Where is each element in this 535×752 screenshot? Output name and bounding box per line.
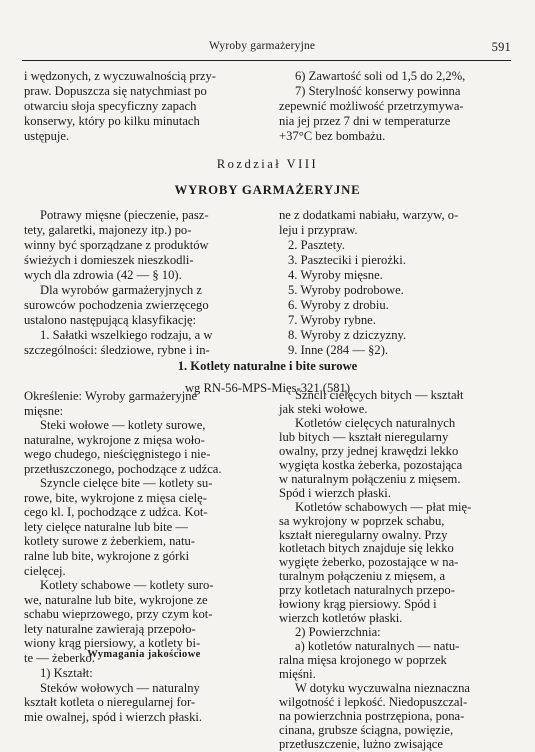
- text-line: 7) Sterylność konserwy powinna: [295, 84, 461, 98]
- text-line: kształt kotleta o nieregularnej for-: [24, 695, 196, 710]
- text-line: cinana, grubsze ściągna, powięzie,: [279, 722, 454, 737]
- text-line: Steków wołowych — naturalny: [40, 680, 200, 695]
- text-line: ustępuje.: [24, 129, 70, 143]
- text-line: we, naturalne lub bite, wykrojone ze: [24, 592, 208, 607]
- text-line: cego kl. I, pochodzące z udźca. Kot-: [24, 505, 208, 520]
- chapter-label: Rozdział VIII: [216, 157, 319, 171]
- text-line: +37°C bez bombażu.: [279, 129, 386, 143]
- text-line: Kotletów schabowych — płat mię-: [295, 499, 472, 514]
- top-right-column: [279, 69, 512, 144]
- text-line: ne z dodatkami nabiału, warzyw, o-: [279, 208, 459, 222]
- text-line: wiony krąg piersiowy, a kotlety bi-: [24, 636, 201, 651]
- list-item: 9. Inne (284 — §2).: [288, 343, 389, 357]
- text-line: lub bitych — kształt nieregularny: [279, 429, 449, 444]
- text-line: i wędzonych, z wyczuwalnością przy-: [24, 69, 216, 83]
- text-line: świeżych i domieszek nieszkodli-: [24, 253, 194, 267]
- text-line: zepewnić możliwość przetrzymywa-: [279, 99, 464, 113]
- list-item: 6. Wyroby z drobiu.: [288, 298, 389, 312]
- intro-left-column: [24, 208, 264, 358]
- text-line: wych dla zdrowia (42 — § 10).: [24, 268, 182, 282]
- text-line: Dla wyrobów garmażeryjnych z: [40, 283, 202, 297]
- text-line: otwarciu słoja specyficzny zapach: [24, 99, 197, 113]
- text-line: sa wykrojony w poprzek schabu,: [279, 513, 445, 528]
- text-line: w naturalnym połączeniu z mięsem.: [279, 471, 461, 486]
- text-line: na powierzchnia postrzępiona, pona-: [279, 708, 465, 723]
- text-line: szczególności: śledziowe, rybne i in-: [24, 343, 210, 357]
- text-line: Określenie: Wyroby garmażeryjne: [24, 389, 198, 403]
- text-line: 6) Zawartość soli od 1,5 do 2,2%,: [295, 69, 466, 83]
- text-line: leju i przypraw.: [279, 223, 358, 237]
- text-line: winny być sporządzane z produktów: [24, 238, 209, 252]
- text-line: kotlety surowe z żeberkiem, natu-: [24, 534, 195, 549]
- list-item: 5. Wyroby podrobowe.: [288, 283, 404, 297]
- text-line: naturalne, wykrojone z mięsa woło-: [24, 432, 205, 447]
- chapter-title: WYROBY GARMAŻERYJNE: [174, 183, 361, 197]
- header-rule: [22, 60, 511, 61]
- body-right-column: [279, 389, 512, 752]
- text-line: schabu wieprzowego, przy czym kot-: [24, 607, 213, 622]
- text-line: Steki wołowe — kotlety surowe,: [40, 418, 206, 433]
- text-line: ustalono następującą klasyfikację:: [24, 313, 197, 327]
- text-line: te — żeberko.: [24, 650, 95, 665]
- list-item: 2. Pasztety.: [288, 238, 345, 252]
- text-line: rowe, bite, wykrojone z mięsa cielę-: [24, 490, 207, 505]
- text-line: 2) Powierzchnia:: [295, 625, 381, 640]
- text-line: mie owalnej, spód i wierzch płaski.: [24, 709, 203, 724]
- requirements-heading: Wymagania jakościowe: [87, 649, 201, 660]
- text-line: mięśni.: [279, 667, 316, 682]
- page-number: 591: [491, 40, 511, 54]
- text-line: kotletach bitych znajduje się lekko: [279, 541, 454, 556]
- text-line: Kotletów cielęcych naturalnych: [295, 415, 456, 430]
- text-line: Kotlety schabowe — kotlety suro-: [40, 578, 214, 593]
- text-line: wego chudego, nieścięgnistego i nie-: [24, 447, 211, 462]
- text-line: W dotyku wyczuwalna nieznaczna: [295, 681, 470, 696]
- text-line: Szyncle cielęce bite — kotlety su-: [40, 476, 213, 491]
- text-line: lety naturalne zawierają przepoło-: [24, 621, 196, 636]
- top-left-column: [24, 69, 264, 144]
- text-line: praw. Dopuszcza się natychmiast po: [24, 84, 207, 98]
- text-line: mięsne:: [24, 403, 64, 418]
- text-line: wierzch kotletów płaski.: [279, 611, 403, 626]
- text-line: wygięta kostka żeberka, pozostająca: [279, 457, 463, 472]
- text-line: turalnym połączeniu z mięsem, a: [279, 569, 446, 584]
- body-left-column: [24, 389, 264, 665]
- text-line: ralna mięsa krojonego w poprzek: [279, 653, 447, 668]
- intro-right-column: [279, 208, 512, 358]
- text-line: Spód i wierzch płaski.: [279, 485, 391, 500]
- text-line: wilgotność i lepkość. Niedopuszczal-: [279, 694, 468, 709]
- text-line: lety cielęce naturalne lub bite —: [24, 519, 188, 534]
- classification-list: [279, 238, 512, 358]
- text-line: konserwy, który po kilku minutach: [24, 114, 200, 128]
- list-item: 8. Wyroby z dziczyzny.: [288, 328, 407, 342]
- text-line: kształt nieregularny owalny. Przy: [279, 527, 448, 542]
- list-item: 7. Wyroby rybne.: [288, 313, 376, 327]
- list-item: 3. Paszteciki i pierożki.: [288, 253, 406, 267]
- text-line: 1) Kształt:: [40, 666, 93, 680]
- text-line: przy kotletach naturalnych przepo-: [279, 583, 455, 598]
- section-title: 1. Kotlety naturalne i bite surowe: [177, 359, 358, 373]
- text-line: a) kotletów naturalnych — natu-: [295, 639, 460, 654]
- body-left-after: [24, 666, 264, 724]
- list-item: 4. Wyroby mięsne.: [288, 268, 383, 282]
- running-title: Wyroby garmażeryjne: [209, 40, 316, 52]
- section-standard: wg RN-56-MPS-Mięs-321 (581): [184, 381, 351, 395]
- text-line: cielęcej.: [24, 563, 66, 578]
- text-line: nia jej przez 7 dni w temperaturze: [279, 114, 451, 128]
- text-line: Szncli cielęcych bitych — kształt: [295, 388, 464, 402]
- text-line: wygięte żeberko, pozostające w na-: [279, 555, 459, 570]
- text-line: przetłuszczenie, lużno zwisające: [279, 736, 443, 751]
- text-line: 1. Sałatki wszelkiego rodzaju, a w: [40, 328, 213, 342]
- text-line: owalny, przy jednej krawędzi lekko: [279, 443, 459, 458]
- text-line: ralne lub bite, wykrojone z górki: [24, 549, 190, 564]
- text-line: tety, galaretki, majonezy itp.) po-: [24, 223, 192, 237]
- text-line: Potrawy mięsne (pieczenie, pasz-: [40, 208, 209, 222]
- text-line: łowiony krąg piersiowy. Spód i: [279, 597, 437, 612]
- text-line: przetłuszczonego, pochodzące z udźca.: [24, 461, 222, 476]
- text-line: surowców pochodzenia zwierzęcego: [24, 298, 209, 312]
- text-line: jak steki wołowe.: [279, 401, 368, 416]
